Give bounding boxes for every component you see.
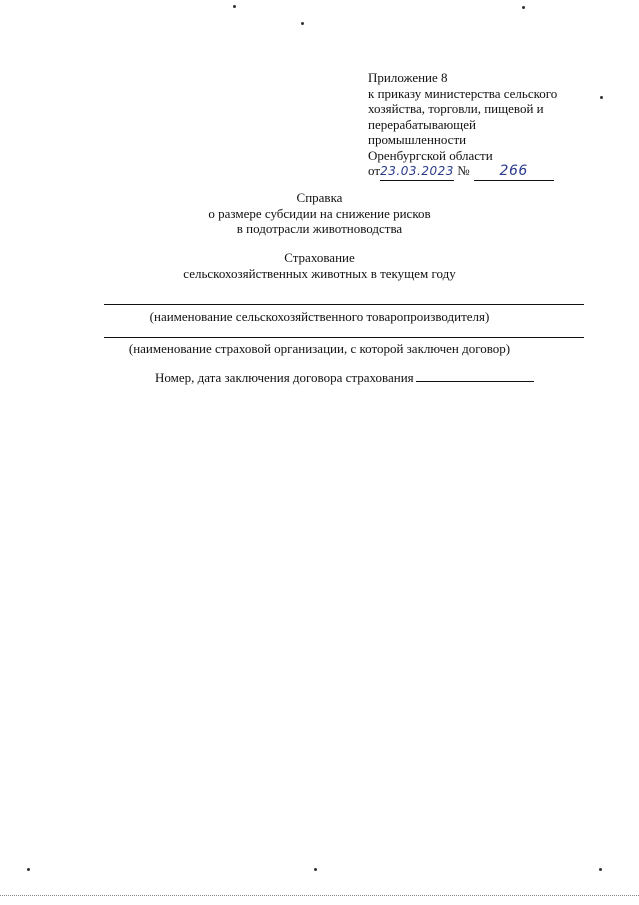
contract-blank-line[interactable] xyxy=(416,370,534,382)
from-prefix: от xyxy=(368,163,381,178)
insurance-heading xyxy=(0,250,639,281)
order-reference xyxy=(368,163,568,181)
appendix-header xyxy=(368,70,568,181)
scan-mark xyxy=(233,5,236,8)
scan-mark xyxy=(599,868,602,871)
contract-row xyxy=(155,370,534,386)
handwritten-date: 23.03.2023 xyxy=(380,164,454,181)
appendix-line: перерабатывающей xyxy=(368,116,476,132)
appendix-line: промышленности xyxy=(368,132,467,147)
title-line: в подотрасли животноводства xyxy=(236,221,403,236)
appendix-line: Приложение 8 xyxy=(368,70,448,85)
appendix-line: Оренбургской области xyxy=(368,147,493,163)
producer-name-line[interactable] xyxy=(104,304,584,305)
handwritten-number: 266 xyxy=(474,164,554,181)
title-line: Справка xyxy=(296,190,343,205)
contract-label: Номер, дата заключения договора страхования xyxy=(155,370,414,385)
appendix-line: к приказу министерства сельского xyxy=(368,85,558,101)
scan-mark xyxy=(314,868,317,871)
appendix-line: хозяйства, торговли, пищевой и xyxy=(368,101,544,116)
insurer-caption: (наименование страховой организации, с которой заключен договор) xyxy=(128,341,511,356)
scan-mark xyxy=(27,868,30,871)
producer-caption: (наименование сельскохозяйственного товаропроизводителя) xyxy=(149,309,490,324)
scan-mark xyxy=(301,22,304,25)
number-prefix: № xyxy=(457,163,470,178)
page-bottom-edge xyxy=(0,895,639,896)
document-title xyxy=(0,190,639,237)
insurance-line: Страхование xyxy=(284,250,355,265)
scan-mark xyxy=(600,96,603,99)
title-line: о размере субсидии на снижение рисков xyxy=(208,205,431,221)
insurer-name-line[interactable] xyxy=(104,337,584,338)
insurance-line: сельскохозяйственных животных в текущем году xyxy=(183,265,456,281)
scan-mark xyxy=(522,6,525,9)
